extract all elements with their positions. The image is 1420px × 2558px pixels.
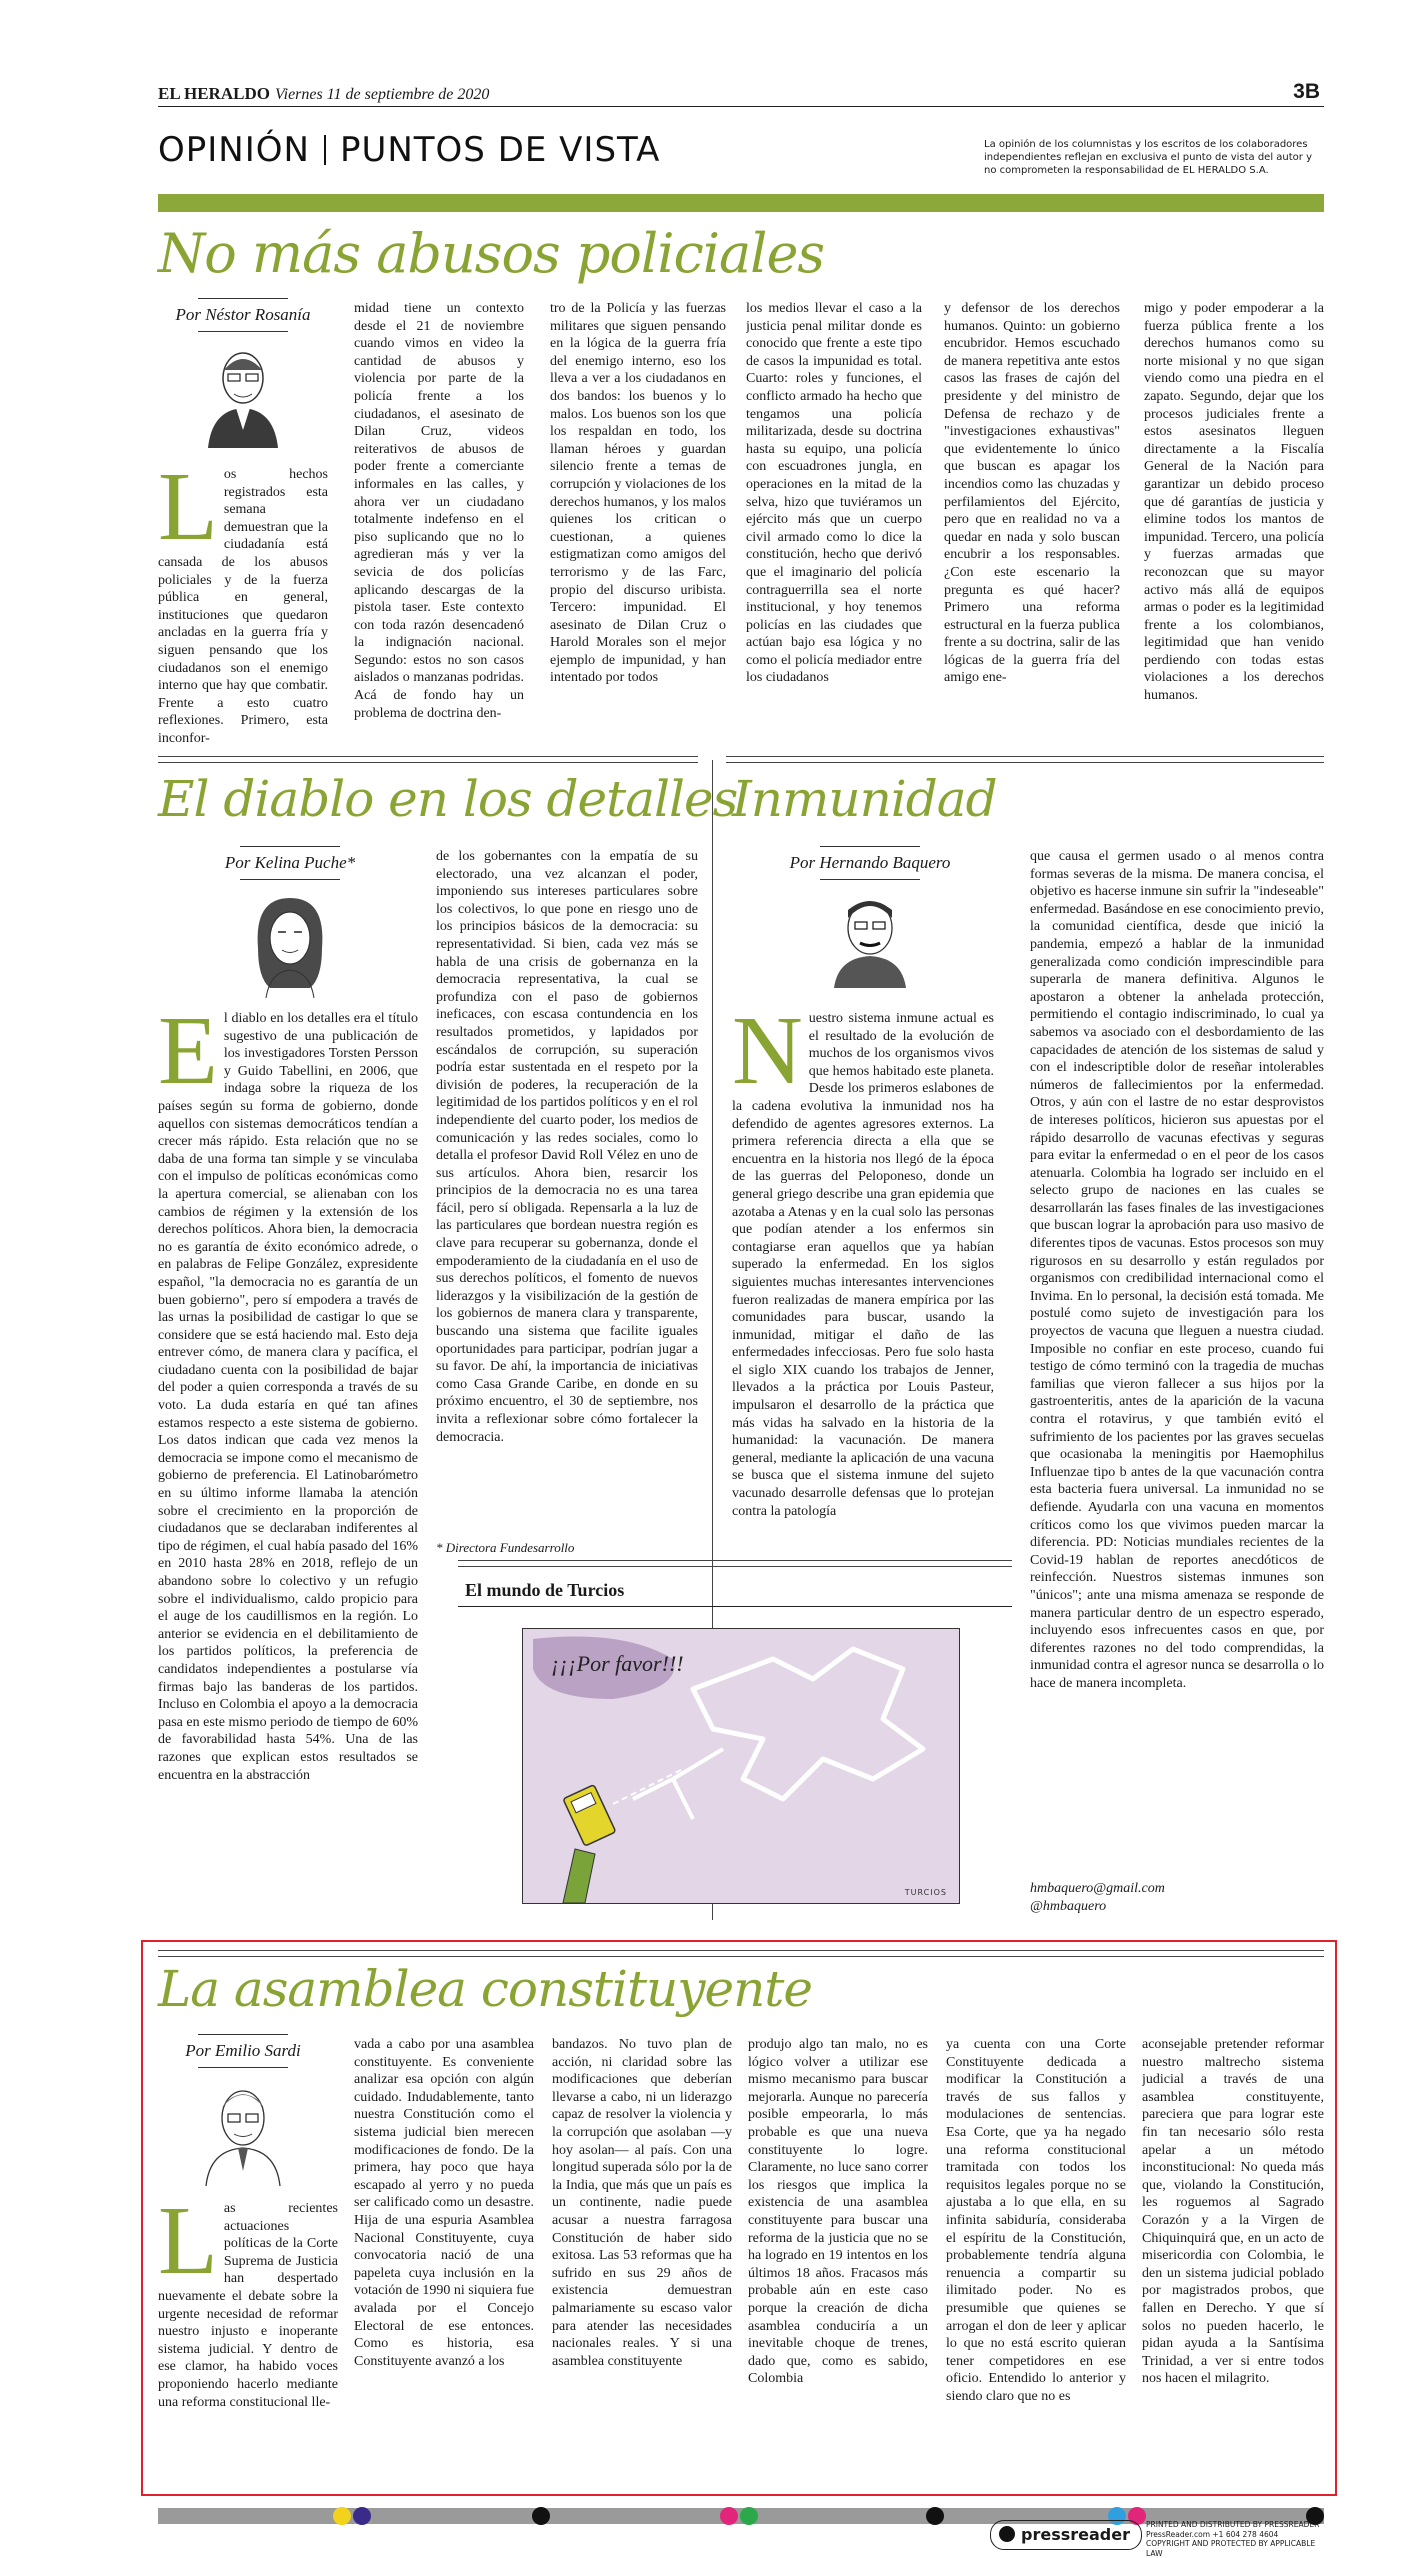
section-accent-bar	[158, 194, 1324, 212]
section-divider	[324, 135, 326, 165]
pressreader-icon	[999, 2526, 1015, 2542]
article4-column-5: ya cuenta con una Corte Constituyente dedicada a modificar la Constitución a través de sus fallos y modulaciones de sentencias. Esa Corte, que ya ha negado una reforma constitucional tramitada con todos los requisitos legales porque no se ajustaba a lo que ella, en su infinita sabiduría, consideraba el espíritu de la Constitución, probablemente tendría alguna renuencia a compartir su ilimitado poder. No es presumible que quienes se arrogan el don de leer y aplicar lo que no está escrito quieran tener competidores en ese oficio. Entendido lo anterior y siendo claro que no es	[946, 2037, 1126, 2404]
article2-footnote: * Directora Fundesarrollo	[436, 1540, 575, 1555]
registration-dot-black	[532, 2507, 550, 2525]
separator-right	[726, 756, 1324, 763]
article3-byline: Por Hernando Baquero	[789, 853, 951, 872]
article3-column-2: que causa el germen usado o al menos contra formas severas de la misma. De manera concisa, el objetivo es hacerse inmune sin sufrir la "indeseable" enfermedad. Basándose en ese conocimiento previo, la comunidad científica, desde que inició la pandemia, empezó a hablar de la inmunidad generalizada como condición imprescindible para superarla de manera definitiva. Algunos le apostaron a obtener la anhelada protección, permitiendo el contagio indiscriminado, lo cual ya sabemos va asociado con el desbordamiento de las capacidades de atención de los sistemas de salud y con el indescriptible dolor de reseñar intolerables números de fallecimientos por la enfermedad. Otros, y aún con el lastre de no estar desprovistos de intereses políticos, hicieron sus apuestas por el rápido desarrollo de vacunas efectivas y seguras para evitar la enfermedad o en el peor de los casos atenuarla. Colombia ha logrado ser incluido en el selecto grupo de naciones en las cuales se desarrollarán las fases finales de las investigaciones que buscan lograr la aprobación para uso masivo de diferentes tipos de vacunas. Estos procesos son muy rigurosos en su desarrollo y están regulados por organismos con credibilidad internacional como el Invima. En lo personal, la decisión está tomada. Me postulé como sujeto de investigación para los proyectos de vacuna que lleguen a nuestra ciudad. Imposible no confiar en este proceso, cuando fui testigo de cómo terminó con la tragedia de muchas familias que vieron fallecer a sus hijos por la gastroenteritis, antes de la aparición de la vacuna contra el rotavirus, y que también evitó el sufrimiento de los pacientes por las graves secuelas que ocasionaba la meningitis por Haemophilus Influenzae tipo b antes de la que vacunación contra esta bacteria fuera universal. La inmunidad no se defiende. Ayudarla con una vacuna en momentos críticos como los que vivimos pueden marcar la diferencia. PD: Noticias mundiales recientes de la Covid-19 hablan de reportes anecdóticos de reinfección. Nuestros sistemas inmunes son "únicos"; ante una misma amenaza se responde de manera particular dentro de un espectro esperado, incluyendo esos infrecuentes casos en que, por diferentes razones no del todo comprendidas, la inmunidad contra el agresor nunca se desarrolla o lo hace de manera incompleta.	[1030, 849, 1324, 1691]
masthead-line	[158, 84, 489, 104]
article3-headline: Inmunidad	[732, 770, 997, 828]
author-portrait-rosania	[198, 340, 288, 448]
cartoon-panel	[522, 1628, 960, 1904]
paper-name: EL HERALDO	[158, 84, 270, 103]
registration-dot-magenta	[720, 2507, 738, 2525]
article4-headline: La asamblea constituyente	[158, 1960, 812, 2018]
article2-column-2: de los gobernantes con la empatía de su electorado, una vez alcanzan el poder, imponiendo sus intereses particulares sobre los colectivos, lo que pone en riesgo uno de los principios básicos de la democracia: su representatividad. Si bien, cada vez más se habla de una crisis de gobernanza en la democracia representativa, la cual se profundiza con el paso de gobiernos ineficaces, con escasa contundencia en los resultados prometidos, y lapidados por escándalos de corrupción, su superación podría estar sustentada en el respeto por la división de poderes, la recuperación de la legitimidad de los partidos políticos y en el rol independiente del cuarto poder, los medios de comunicación y las redes sociales, como lo detalla el profesor David Roll Vélez en uno de sus artículos. Ahora bien, resarcir los principios de la democracia no es una tarea fácil, pero sí obligada. Repensarla a la luz de las particulares que bordean nuestra región es clave para recuperar su gobernanza, donde el empoderamiento de la ciudadanía en el uso de sus derechos políticos, el fomento de nuevos liderazgos y la visibilización de la gestión de los gobiernos de manera clara y transparente, buscando una sistema que facilite iguales oportunidades para participar, podrían jugar a su favor. De ahí, la importancia de iniciativas como Casa Grande Caribe, en donde en su próximo encuentro, el 30 de septiembre, nos invita a reflexionar sobre cómo fortalecer la democracia.	[436, 849, 698, 1445]
pressreader-info	[1146, 2520, 1324, 2558]
issue-date: Viernes 11 de septiembre de 2020	[275, 86, 490, 103]
cartoon-title: El mundo de Turcios	[465, 1580, 625, 1600]
header-rule	[158, 106, 1324, 107]
article2-column-1: E l diablo en los detalles era el título sugestivo de una publicación de los investigadores Torsten Persson y Guido Tabellini, en 2006, que indaga sobre la riqueza de los países según su forma de gobierno, donde aquellos con sistemas democráticos tendían a crecer más rápido. Esta relación que no se daba de una forma tan simple y se vinculaba con el impulso de políticas económicas como la apertura comercial, se alienaban con los cambios de régimen y la extensión de los derechos políticos. Ahora bien, la democracia no es garantía de éxito económico adrede, o en palabras de Felipe González, expresidente español, "la democracia no es garantía de un buen gobierno", pero sí empodera a través de las urnas la posibilidad de castigar lo que se considere que se está haciendo mal. Esto deja entrever cómo, de manera clara y pacífica, el ciudadano cuenta con la posibilidad de bajar del poder a quien corresponda a través de su voto. La duda estaría en qué tan afines estamos respecto a este sistema de gobierno. Los datos indican que cada vez menos la democracia se impone como el mecanismo de gobierno de preferencia. El Latinobarómetro en su último informe llamaba la atención sobre el crecimiento en la proporción de ciudadanos que se declaraban indiferentes al tipo de régimen, el cual había pasado del 16% en 2010 hasta 28% en 2018, reflejo de un abandono sobre lo colectivo y un refugio sobre el individualismo, caldo propicio para el auge de los caudillismos en la región. Lo anterior se evidencia en el debilitamiento de los partidos políticos, la preferencia de candidatos independientes a postularse vía firmas bajo las banderas de los partidos. Incluso en Colombia el apoyo a la democracia pasa en este mismo periodo de tiempo de 60% de favorabilidad hasta 54%. Una de las razones que explican estos resultados se encuentra en la abstracción	[158, 1010, 418, 1783]
cartoon-speech: ¡¡¡Por favor!!!	[551, 1651, 684, 1676]
article1-column-3: tro de la Policía y las fuerzas militares que siguen pensando en la lógica de la guerra fría del enemigo interno, eso los lleva a ver a los ciudadanos en dos bandos: los buenos y lo malos. Los buenos son los que los respaldan en todo, los llaman héroes y guardan silencio frente a temas de corrupción y violaciones de los derechos humanos, y los malos quienes los critican o cuestionan, a quienes estigmatizan como amigos del terrorismo y de las Farc, propio del discurso uribista. Tercero: impunidad. El asesinato de Dilan Cruz o Harold Morales son el mejor ejemplo de impunidad, y han intentado por todos	[550, 301, 726, 686]
article2-dropcap: E	[158, 1010, 218, 1105]
article1-dropcap: L	[158, 466, 218, 561]
cartoon-top-rule	[458, 1560, 1012, 1567]
article1-column-5: y defensor de los derechos humanos. Quinto: un gobierno encubridor. Hemos escuchado de manera repetitiva ante estos casos las frases de cajón del presidente y del ministro de Defensa de rechazo y de "investigaciones exhaustivas" que evidentemente lo único que buscan es apagar los incendios como las chuzadas y perfilamientos del Ejército, pero que en realidad no va a quedar en nada y solo buscan encubrir a los responsables. ¿Con este escenario la pregunta es qué hacer? Primero una reforma estructural en la fuerza publica frente a su doctrina, salir de las lógicas de la guerra fría del amigo ene-	[944, 301, 1120, 686]
article3-column-1: N uestro sistema inmune actual es el resultado de la evolución de muchos de los organismos vivos que hemos habitado este planeta. Desde los primeros eslabones de la cadena evolutiva la inmunidad nos ha defendido de agentes agresores externos. La primera referencia directa a ella que se encuentra en la historia nos llegó de la época de las guerras del Peloponeso, donde un general griego describe una gran epidemia que azotaba a Atenas y en la cual solo las personas que podían atender a los enfermos sin contagiarse eran aquellos que ya habían superado la enfermedad. En los siglos siguientes muchas interesantes intervenciones fueron realizadas de manera empírica por las comunidades para buscar, usando la inmunidad, mitigar el daño de las enfermedades infecciosas. Pero fue solo hasta el siglo XIX cuando los trabajos de Jenner, llevados a la práctica por Louis Pasteur, impulsaron el desarrollo de la práctica que más vidas ha salvado en la historia de la humanidad: la vacunación. De manera general, mediante la aplicación de una vacuna se busca que el sistema inmune del sujeto vacunado desarrolle defensas que lo protejan contra la patología	[732, 1010, 994, 1519]
page-number: 3B	[1293, 80, 1320, 103]
article4-column-3: bandazos. No tuvo plan de acción, ni claridad sobre las modificaciones que deberían llevarse a cabo, ni un liderazgo capaz de resolver la violencia y la corrupción que asolaban —y hoy asolan— al país. Con una longitud superada sólo por la de la India, que más que un país es un continente, nadie puede acusar a nuestra farragosa Constitución de haber sido exitosa. Las 53 reformas que ha sufrido en sus 29 años de existencia demuestran palmariamente su escaso valor para atender las necesidades nacionales reales. Y si una asamblea constituyente	[552, 2037, 732, 2369]
author-email: hmbaquero@gmail.com	[1030, 1881, 1165, 1896]
article1-headline: No más abusos policiales	[158, 222, 825, 285]
registration-dot-green	[740, 2507, 758, 2525]
section-name: OPINIÓN	[158, 130, 310, 170]
section-heading	[158, 130, 660, 170]
pressreader-line-1: PRINTED AND DISTRIBUTED BY PRESSREADER	[1146, 2520, 1320, 2529]
cartoon-title-rule	[458, 1606, 1012, 1607]
registration-dot-blue	[353, 2507, 371, 2525]
article2-byline-block	[200, 846, 380, 998]
editorial-disclaimer: La opinión de los columnistas y los escritos de los colaboradores independientes reflejan en exclusiva el punto de vista del autor y no comprometen la responsabilidad de EL HERALDO S.A.	[984, 139, 1312, 176]
subsection-name: PUNTOS DE VISTA	[339, 130, 661, 170]
article1-byline: Por Néstor Rosanía	[175, 305, 311, 324]
article3-dropcap: N	[732, 1010, 803, 1105]
registration-dot-black-2	[926, 2507, 944, 2525]
pressreader-line-2: PressReader.com +1 604 278 4604	[1146, 2529, 1279, 2539]
author-portrait-baquero	[820, 888, 920, 988]
article1-byline-block	[158, 298, 328, 448]
article4-dropcap: L	[158, 2200, 218, 2295]
pressreader-badge[interactable]	[990, 2520, 1324, 2558]
article4-column-1: L as recientes actuaciones políticas de la Corte Suprema de Justicia han despertado nuevamente el debate sobre la urgente necesidad de reformar nuestro injusto e inoperante sistema judicial. Y dentro de ese clamor, ha habido voces proponiendo hacerlo mediante una reforma constitucional lle-	[158, 2200, 338, 2410]
article4-column-2: vada a cabo por una asamblea constituyente. Es conveniente analizar esa opción con algún cuidado. Indudablemente, tanto nuestra Constitución como el sistema judicial bien merecen modificaciones de fondo. De la primera, hay poco que haya escapado al yerro y no pueda ser calificado como un desastre. Hija de una espuria Asamblea Nacional Constituyente, cuya convocatoria nació de una papeleta cuya inclusión en la votación de 1990 ni siquiera fue avalada por el Concejo Electoral de ese entonces. Como es historia, esa Constituyente avanzó a los	[354, 2037, 534, 2369]
pressreader-brand: pressreader	[1021, 2525, 1130, 2544]
article4-column-4: produjo algo tan malo, no es lógico volver a utilizar ese mismo mecanismo para buscar mejorarla. Aunque no parecería posible empeorarla, lo más probable es que una nueva constituyente lo logre. Claramente, no luce sano correr los riesgos que implica la existencia de una asamblea constituyente para buscar una reforma de la justicia que no se ha logrado en 19 intentos en los últimos 18 años. Fracasos más probable aún en este caso porque la creación de dicha asamblea conduciría a un inevitable choque de trenes, dado que, como es sabido, Colombia	[748, 2037, 928, 2387]
author-portrait-sardi	[198, 2076, 288, 2186]
separator-left	[158, 756, 698, 763]
author-handle: @hmbaquero	[1030, 1899, 1107, 1914]
author-portrait-puche	[240, 888, 340, 998]
article3-contact	[1030, 1880, 1324, 1916]
article2-byline: Por Kelina Puche*	[224, 853, 356, 872]
pressreader-line-3: COPYRIGHT AND PROTECTED BY APPLICABLE LAW	[1146, 2539, 1316, 2558]
pressreader-logo	[990, 2520, 1142, 2550]
article1-column-6: migo y poder empoderar a la fuerza pública frente a los derechos humanos como su norte misional y no que sigan viendo como una piedra en el zapato. Segundo, dejar que los procesos judiciales frente a estos asesinatos lleguen directamente a la Fiscalía General de la Nación para garantizar un debido proceso que dé garantías de justicia y elimine todos los mantos de impunidad. Tercero, una policía y fuerzas armadas que reconozcan que su mayor activo más allá de equipos armas o poder es la legitimidad frente a los colombianos, legitimidad que han venido perdiendo con todas estas violaciones a los derechos humanos.	[1144, 301, 1324, 704]
article1-column-4: los medios llevar el caso a la justicia penal militar donde es conocido que frente a este tipo de casos la impunidad es total. Cuarto: roles y funciones, el conflicto armado ha hecho que tengamos una policía militarizada, desde su doctrina hasta su equipo, una policía con escuadrones jungla, en operaciones en la mitad de la selva, hizo que tuviéramos un ejército más que un cuerpo civil armado como lo dice la constitución, hecho que derivó que el imaginario del policía contraguerrilla sea el norte institucional, y hoy tenemos policías en las ciudades que actúan bajo esa lógica y no como el policía mediador entre los ciudadanos	[746, 301, 922, 686]
article3-byline-block	[780, 846, 960, 988]
article1-column-2: midad tiene un contexto desde el 21 de noviembre cuando vimos en video la cantidad de abusos y violencia por parte de la policía frente a los ciudadanos, el asesinato de Dilan Cruz, videos reiterativos de abusos de poder frente a comerciante informales en las calles, y ahora ver un ciudadano totalmente indefenso en el piso suplicando que no lo agredieran más y ver la sevicia de dos policías aplicando descargas de la pistola taser. Este contexto con toda razón desencadenó la indignación nacional. Segundo: estos no son casos aislados o manzanas podridas. Acá de fondo hay un problema de doctrina den-	[354, 301, 524, 721]
article4-byline: Por Emilio Sardi	[185, 2041, 301, 2060]
article4-column-6: aconsejable pretender reformar nuestro maltrecho sistema judicial a través de una asamblea constituyente, pareciera que para lograr este fin tan necesario sólo resta apelar a un método inconstitucional: No queda más que, violando la Constitución, les roguemos al Sagrado Corazón y a la Virgen de Chiquinquirá que, en un acto de misericordia con Colombia, le den un sistema judicial poblado por magistrados probos, que fallen en Derecho. Y que sí solos no pueden hacerlo, le pidan ayuda a la Santísima Trinidad, a ver si entre todos nos hacen el milagrito.	[1142, 2037, 1324, 2387]
registration-dot-yellow	[333, 2507, 351, 2525]
cartoon-signature: TURCIOS	[904, 1888, 947, 1897]
article1-column-1: L os hechos registrados esta semana demuestran que la ciudadanía está cansada de los abusos policiales y de la fuerza pública en general, instituciones que quedaron ancladas en la guerra fría y siguen pensando que los ciudadanos son el enemigo interno que hay que combatir. Frente a esto cuatro reflexiones. Primero, esta inconfor-	[158, 466, 328, 746]
article4-byline-block	[158, 2034, 328, 2186]
article2-headline: El diablo en los detalles	[158, 770, 738, 828]
